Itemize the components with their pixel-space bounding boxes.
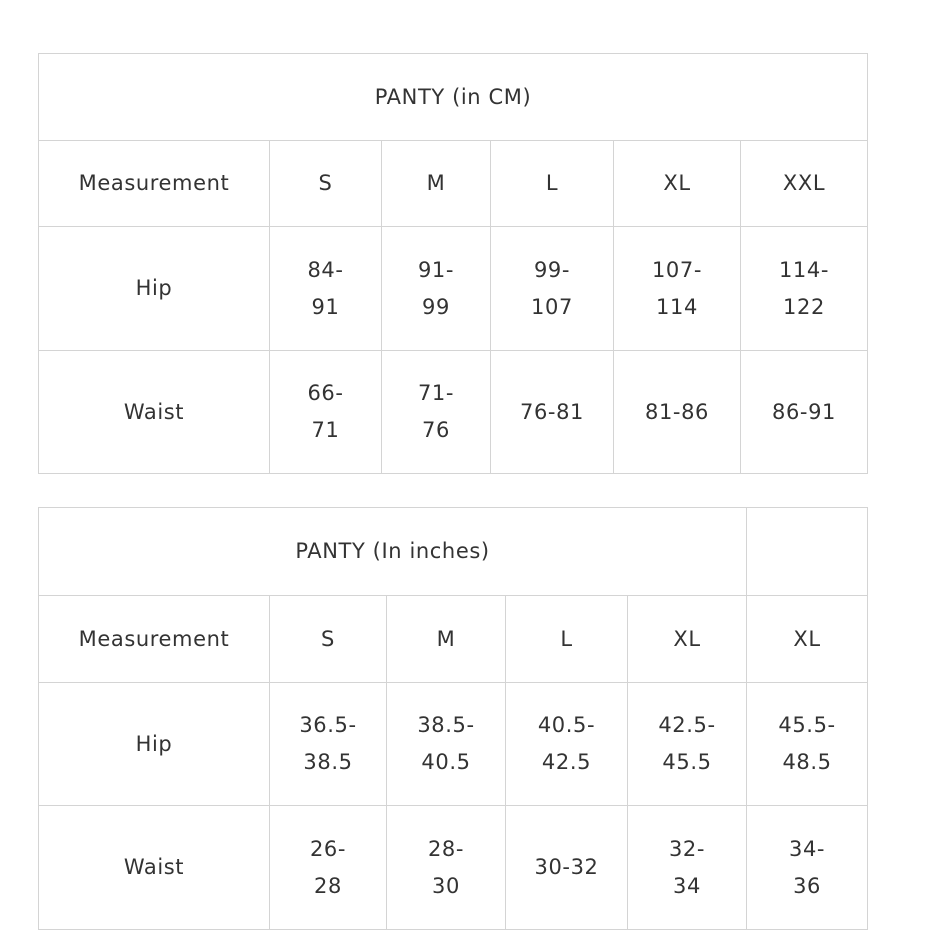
table-row-hip — [39, 683, 868, 806]
table-header-row — [39, 596, 868, 683]
header-cell-size: S — [270, 596, 387, 683]
header-cell-measurement: Measurement — [39, 141, 270, 227]
table-cell — [741, 227, 868, 351]
empty-cell — [747, 508, 868, 596]
table-header-row — [39, 141, 868, 227]
table-cell — [270, 806, 387, 930]
table-row-waist — [39, 351, 868, 474]
table-row-waist — [39, 806, 868, 930]
cell-value: 42.5-45.5 — [658, 713, 716, 774]
table-cell — [747, 806, 868, 930]
row-label: Waist — [39, 806, 270, 930]
table-cell — [747, 683, 868, 806]
table-row-hip — [39, 227, 868, 351]
cell-value: 76-81 — [519, 399, 585, 424]
cell-value: 26-28 — [309, 836, 347, 898]
size-table-inches — [38, 507, 868, 930]
row-label: Hip — [39, 227, 270, 351]
header-cell-size: XL — [628, 596, 747, 683]
table-cell — [741, 351, 868, 474]
cell-value: 40.5-42.5 — [537, 713, 596, 774]
cell-value: 34-36 — [788, 836, 826, 898]
cell-value: 30-32 — [534, 855, 599, 879]
header-cell-measurement: Measurement — [39, 596, 270, 683]
table-cell — [270, 351, 382, 474]
table-cell — [382, 227, 491, 351]
size-table-cm — [38, 53, 868, 474]
table-cell — [387, 806, 506, 930]
cell-value: 86-91 — [771, 399, 837, 424]
table-cell — [628, 683, 747, 806]
cell-value: 91-99 — [417, 257, 455, 319]
table-cell — [382, 351, 491, 474]
cell-value: 84-91 — [307, 257, 344, 319]
row-label: Waist — [39, 351, 270, 474]
table-cell — [387, 683, 506, 806]
cell-value: 71-76 — [417, 381, 455, 442]
cell-value: 38.5-40.5 — [417, 713, 475, 774]
header-cell-size: XL — [614, 141, 741, 227]
cell-value: 114-122 — [778, 257, 830, 319]
table-title-row — [39, 508, 868, 596]
table-cell — [491, 227, 614, 351]
row-label: Hip — [39, 683, 270, 806]
table-title: PANTY (in CM) — [39, 54, 868, 141]
table-cell — [491, 351, 614, 474]
cell-value: 107-114 — [651, 257, 703, 319]
table-cell — [270, 227, 382, 351]
header-cell-size: M — [382, 141, 491, 227]
table-title: PANTY (In inches) — [39, 508, 747, 596]
table-cell — [506, 806, 628, 930]
table-cell — [506, 683, 628, 806]
header-cell-size: XXL — [741, 141, 868, 227]
table-title-row — [39, 54, 868, 141]
table-cell — [628, 806, 747, 930]
table-cell — [614, 351, 741, 474]
cell-value: 32-34 — [668, 836, 706, 898]
header-cell-size: L — [491, 141, 614, 227]
cell-value: 45.5-48.5 — [778, 713, 836, 774]
cell-value: 28-30 — [427, 836, 465, 898]
table-cell — [614, 227, 741, 351]
cell-value: 36.5-38.5 — [299, 713, 357, 774]
header-cell-size: L — [506, 596, 628, 683]
table-cell — [270, 683, 387, 806]
header-cell-size: S — [270, 141, 382, 227]
header-cell-size: XL — [747, 596, 868, 683]
cell-value: 99-107 — [531, 257, 573, 319]
header-cell-size: M — [387, 596, 506, 683]
cell-value: 66-71 — [307, 381, 344, 442]
cell-value: 81-86 — [644, 399, 710, 424]
